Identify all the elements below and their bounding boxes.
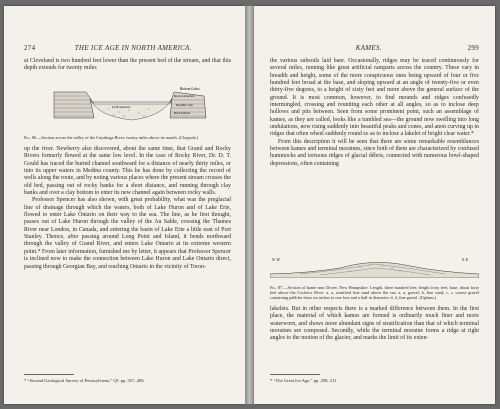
right-page-number: 299 <box>467 44 479 52</box>
label-nw: N. W. <box>272 258 281 262</box>
left-footnote <box>24 374 231 384</box>
right-body-top <box>270 58 479 168</box>
right-footnote-text: * “The Great Ice Age,” pp. 208, 211. <box>270 378 338 383</box>
right-figure-caption <box>270 285 479 301</box>
right-footnote-rule <box>270 374 320 375</box>
right-running-title: KAMES. <box>355 44 382 52</box>
book-gutter <box>245 6 254 404</box>
left-page-number: 274 <box>24 44 36 52</box>
right-running-head <box>270 44 479 54</box>
left-para-2: Professor Spencer has also shown, with great probability, what was the preglacial line of drainage through which the waters, both of Lake Huron and of Lake Erie, flowed to enter Lake Ontario on their way to the sea. The line, as he first thought, passes out of Lake Huron through the valley of the Au Sable, crossing the Thames River near London, in Canada, and entering the basin of Lake Erie a little east of Port Stanley. Thence, after passing around Long Point and Island, it bends northward through the valley of Grand River, and enters Lake Ontario at its extreme western point.* From later information, furnished me by letter, it appears that Professor Spencer is inclined now to make the connection between Lake Huron and Lake Ontario direct, passing through Georgian Bay, and reaching Ontario in the vicinity of Toron- <box>24 197 231 270</box>
right-caption-text: —Section of kame near Dover, New Hampshire. Length, three hundred feet; height forty feet; base, about forty feet above the Cocheco River. a, a, stratified fine sand above the sea. a, a, gravel; b, fine sand; c, c, coarse gravel containing pebbles from six inches to one foot and a half in diameter; d, d, fine gravel. (Upham.) <box>270 285 479 301</box>
right-page <box>254 6 495 404</box>
right-body-bottom <box>270 306 479 343</box>
left-footnote-rule <box>24 374 74 375</box>
left-figure <box>24 82 231 140</box>
left-page <box>4 6 245 404</box>
left-footnote-text: * “Second Geological Survey of Pennsylvania,” Q⁴, pp. 357–406. <box>24 378 145 383</box>
left-figure-caption <box>24 135 231 140</box>
left-para-1: up the river. Newberry also discovered, about the same time, that Grand and Rocky Rivers formerly flowed at the same low level. In the case of Rocky River, Dr. D. T. Gould has traced the buried channel southward for a distance of nearly thirty miles, or into its upper waters in Medina county. This he has done by collecting the record of wells along the route, and by noting various places where the present stream crosses the old bed, passing out of rocky banks for a short distance, and running through clay banks and over a clay bottom to enter its new channel again between rocky walls. <box>24 146 231 197</box>
left-para-top: at Cleveland is two hundred feet lower than the present bed of the stream, and that this depth extends for twenty miles <box>24 58 231 72</box>
left-body <box>24 146 231 271</box>
left-caption-fig: Fig. 86. <box>24 135 38 140</box>
kame-section-diagram <box>270 254 479 278</box>
right-para-2: From this description it will be seen that there are some remarkable resemblances between kames and terminal moraines, since both of them are characterized by confused hummocks and tortuous ridges of glacial débris, connected with numerous bowl-shaped depressions, often containing <box>270 138 479 167</box>
left-caption-text: —Section across the valley of the Cuyahoga River, twenty miles above its mouth. (Claypole.) <box>37 135 199 140</box>
label-bowlder-clay: Bowlder clay <box>176 103 193 107</box>
left-running-title: THE ICE AGE IN NORTH AMERICA. <box>74 44 192 52</box>
right-para-1: the various subsoils laid bare. Occasionally, ridges may be traced continuously for several miles, running like great artificial ramparts across the country. These vary in breadth and height, some of the more conspicuous ones being upward of four or five hundred feet broad at the base, and sloping upward at an angle of twenty-five or even thirty-five degrees, to a height of sixty feet and more above the general surface of the ground. It is most common, however, to find mounds and ridges confusedly intermingled, crossing and reuniting each other at all angles, so as to inclose deep hollows and pits between. Seen from some prominent point, such an assemblage of kames, as they are called, looks like a tumbled sea—the ground now swelling into long undulations, now rising suddenly into beautiful peaks and cones, and anon curving up in ridges that often wheel suddenly round so as to inclose a lakelet of bright clear water.* <box>270 58 479 138</box>
label-drift-deposits: Drift deposits <box>112 105 131 109</box>
cuyahoga-section-diagram <box>24 82 231 128</box>
right-caption-fig: Fig. 87. <box>270 285 284 290</box>
left-top-paragraph <box>24 58 231 73</box>
label-bottom-lakes: Bottom Lakes <box>180 87 200 91</box>
label-recent-alluvium: Recent alluvium <box>174 94 195 98</box>
label-se: S. E. <box>462 258 469 262</box>
right-footnote <box>270 374 479 384</box>
left-running-head <box>24 44 231 54</box>
label-rock-bottom: Rock bottom <box>174 111 191 115</box>
right-para-3: lakelets. But in other respects there is a marked difference between them. In the first place, the material of which kames are formed is ordinarily much finer and more waterworn, and shows more abundant signs of stratification than that of which terminal moraines are composed. Secondly, while the terminal moraine forms a ridge at right angles to the motion of the glacier, and marks the limit of its exten- <box>270 306 479 342</box>
right-figure <box>270 254 479 301</box>
